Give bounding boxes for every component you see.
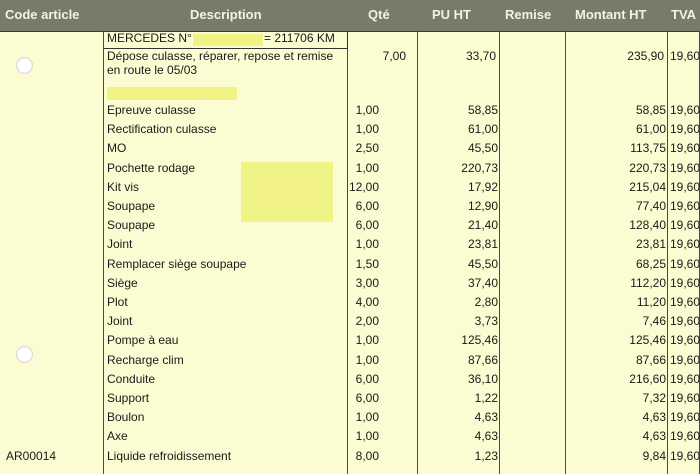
table-row (0, 353, 700, 372)
header-qte: Qté (368, 7, 390, 22)
header-pu: PU HT (432, 7, 471, 22)
vehicle-header (104, 31, 348, 49)
item-description: Liquide refroidissement (107, 448, 232, 463)
item-montant: 220,73 (629, 160, 666, 175)
vehicle-km: = 211706 KM (264, 31, 335, 45)
item-tva: 19,60 (670, 179, 700, 194)
item-description: Support (107, 391, 150, 405)
item-qte: 1,00 (355, 122, 379, 137)
item-description: Remplacer siège soupape (107, 256, 247, 271)
item-tva: 19,60 (670, 141, 700, 156)
item-pu: 45,50 (467, 256, 498, 271)
item-description: Boulon (107, 410, 145, 425)
table-row (0, 122, 700, 141)
item-pu: 4,63 (474, 429, 498, 444)
item-pu: 21,40 (467, 218, 498, 233)
item-pu: 125,46 (461, 333, 498, 348)
table-row (0, 295, 700, 314)
item-pu: 58,85 (467, 103, 498, 117)
table-row (0, 276, 700, 295)
item-tva: 19,60 (670, 410, 700, 425)
item-tva: 19,60 (670, 237, 700, 252)
table-row (0, 141, 700, 160)
item-description: Pochette rodage (107, 160, 196, 175)
item-montant: 215,04 (629, 179, 666, 194)
header-montant: Montant HT (575, 7, 647, 22)
item-qte: 8,00 (355, 448, 379, 463)
item-qte: 1,00 (355, 103, 379, 117)
item-description: Soupape (107, 199, 156, 213)
item-pu: 23,81 (467, 237, 498, 252)
item-pu: 1,22 (474, 391, 498, 405)
item-description: Epreuve culasse (107, 103, 196, 117)
item-pu: 1,23 (474, 448, 498, 463)
intro-montant: 235,90 (627, 49, 664, 63)
item-qte: 6,00 (355, 371, 379, 386)
item-montant: 11,20 (636, 295, 666, 309)
item-tva: 19,60 (670, 371, 700, 386)
item-description: Siège (107, 275, 138, 290)
item-qte: 6,00 (355, 199, 379, 213)
item-pu: 36,10 (467, 371, 498, 386)
item-tva: 19,60 (670, 391, 700, 405)
item-tva: 19,60 (670, 199, 700, 213)
table-row (0, 333, 700, 352)
item-description: Soupape (107, 218, 156, 233)
item-description: Conduite (107, 371, 156, 386)
item-montant: 125,46 (629, 333, 666, 348)
item-montant: 7,46 (642, 314, 666, 329)
intro-pu: 33,70 (465, 49, 496, 63)
table-row (0, 410, 700, 429)
item-description: Recharge clim (107, 352, 184, 367)
item-pu: 17,92 (467, 179, 498, 194)
table-row (0, 391, 700, 410)
item-description: MO (107, 141, 127, 156)
item-tva: 19,60 (670, 122, 700, 137)
item-montant: 7,32 (642, 391, 666, 405)
table-row (0, 237, 700, 256)
table-row (0, 180, 700, 199)
item-pu: 37,40 (467, 275, 498, 290)
item-description: Kit vis (107, 179, 140, 194)
item-qte: 1,00 (355, 333, 379, 348)
item-tva: 19,60 (670, 333, 700, 348)
item-qte: 1,00 (355, 410, 379, 425)
item-montant: 128,40 (629, 218, 666, 233)
item-montant: 23,81 (635, 237, 666, 252)
item-pu: 3,73 (474, 314, 498, 329)
table-row (0, 429, 700, 448)
redaction-highlight (107, 87, 237, 100)
item-pu: 4,63 (474, 410, 498, 425)
item-description: Axe (107, 429, 128, 444)
intro-tva: 19,60 (670, 49, 700, 63)
intro-qte: 7,00 (382, 49, 406, 63)
item-tva: 19,60 (670, 256, 700, 271)
item-pu: 45,50 (467, 141, 498, 156)
item-qte: 1,00 (355, 352, 379, 367)
item-qte: 1,00 (355, 160, 379, 175)
item-qte: 1,00 (355, 237, 379, 252)
item-qte: 2,00 (355, 314, 379, 329)
item-montant: 113,75 (630, 141, 666, 156)
item-tva: 19,60 (670, 275, 700, 290)
header-remise: Remise (505, 7, 552, 22)
item-tva: 19,60 (670, 218, 700, 233)
table-row (0, 199, 700, 218)
item-pu: 61,00 (467, 122, 498, 137)
item-description: Plot (107, 295, 128, 309)
header-code: Code article (5, 7, 80, 22)
item-pu: 220,73 (461, 160, 498, 175)
header-tva: TVA (671, 7, 697, 22)
item-description: Rectification culasse (107, 122, 217, 137)
item-montant: 4,63 (642, 410, 666, 425)
item-pu: 2,80 (474, 295, 498, 309)
item-tva: 19,60 (670, 160, 700, 175)
item-tva: 19,60 (670, 429, 700, 444)
item-description: Pompe à eau (107, 333, 179, 348)
table-header (0, 0, 700, 32)
item-qte: 4,00 (355, 295, 379, 309)
intro-line-1: Dépose culasse, réparer, repose et remise (107, 49, 334, 63)
item-montant: 77,40 (635, 199, 666, 213)
item-montant: 87,66 (635, 352, 666, 367)
item-tva: 19,60 (670, 448, 700, 463)
item-montant: 216,60 (629, 371, 666, 386)
item-qte: 1,00 (355, 429, 379, 444)
intro-line-2: en route le 05/03 (107, 63, 198, 77)
item-tva: 19,60 (670, 295, 700, 309)
item-pu: 12,90 (467, 199, 498, 213)
table-row (0, 372, 700, 391)
item-montant: 112,20 (630, 275, 666, 290)
table-row (0, 161, 700, 180)
item-description: Joint (107, 314, 133, 329)
table-row (0, 257, 700, 276)
item-qte: 12,00 (348, 179, 379, 194)
item-qte: 1,50 (355, 256, 379, 271)
item-montant: 61,00 (635, 122, 666, 137)
item-montant: 58,85 (635, 103, 666, 117)
item-qte: 3,00 (355, 275, 379, 290)
item-montant: 9,84 (642, 448, 666, 463)
table-row (0, 449, 700, 468)
item-montant: 4,63 (642, 429, 666, 444)
item-montant: 68,25 (635, 256, 666, 271)
item-code: AR00014 (6, 448, 57, 463)
table-row (0, 103, 700, 122)
item-qte: 2,50 (355, 141, 379, 156)
table-row (0, 218, 700, 237)
item-tva: 19,60 (670, 314, 700, 329)
table-row (0, 314, 700, 333)
punch-hole (16, 57, 33, 74)
item-tva: 19,60 (670, 352, 700, 367)
item-description: Joint (107, 237, 133, 252)
header-description: Description (190, 7, 262, 22)
item-qte: 6,00 (355, 391, 379, 405)
item-qte: 6,00 (355, 218, 379, 233)
item-tva: 19,60 (670, 103, 700, 117)
vehicle-label: MERCEDES N° (107, 31, 192, 45)
item-pu: 87,66 (467, 352, 498, 367)
